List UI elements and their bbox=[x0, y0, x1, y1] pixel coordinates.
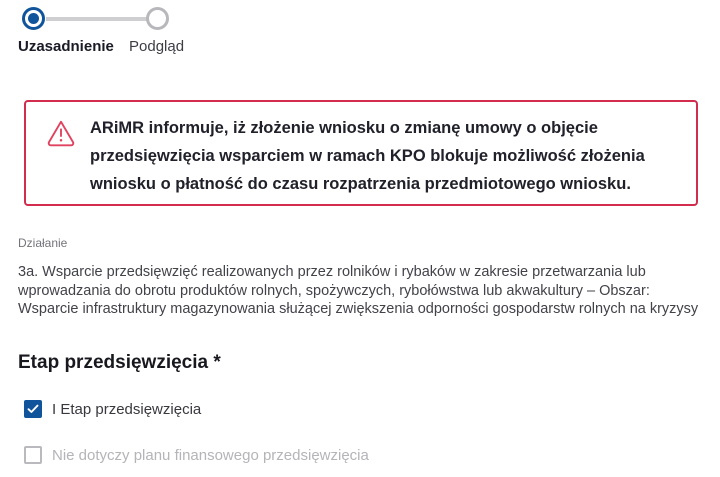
warning-alert bbox=[24, 100, 698, 206]
step-indicator-uzasadnienie[interactable] bbox=[22, 7, 45, 30]
warning-triangle-icon bbox=[46, 119, 76, 152]
checkbox-unchecked-disabled bbox=[24, 446, 42, 464]
warning-alert-text: ARiMR informuje, iż złożenie wniosku o zmianę umowy o objęcie przedsięwzięcia wsparciem w ramach KPO blokuje możliwość złożenia wniosku o płatność do czasu rozpatrzenia przedmiotowego wniosku. bbox=[90, 119, 645, 193]
etap-section-heading: Etap przedsięwzięcia * bbox=[18, 352, 221, 373]
active-step-dot-icon bbox=[28, 13, 39, 24]
checkbox-label-nie-dotyczy: Nie dotyczy planu finansowego przedsięwzięcia bbox=[52, 446, 369, 464]
stepper-connector-line bbox=[46, 17, 147, 21]
step-label-uzasadnienie[interactable]: Uzasadnienie bbox=[18, 38, 114, 55]
checkbox-label-i-etap: I Etap przedsięwzięcia bbox=[52, 400, 202, 418]
checkbox-checked[interactable] bbox=[24, 400, 42, 418]
step-indicator-podglad[interactable] bbox=[146, 7, 169, 30]
dzialanie-field-label: Działanie bbox=[18, 236, 68, 250]
wizard-stepper bbox=[0, 0, 320, 62]
checkbox-row-i-etap[interactable] bbox=[24, 400, 201, 418]
step-label-podglad[interactable]: Podgląd bbox=[129, 38, 185, 55]
check-icon bbox=[27, 404, 39, 414]
dzialanie-field-value: 3a. Wsparcie przedsięwzięć realizowanych przez rolników i rybaków w zakresie przetwarzania lub wprowadzania do obrotu produktów rolnych, spożywczych, rybołówstwa lub akwakultury – Obszar: Wsparcie infrastruktury magazynowania służącej zwiększenia odporności gospodarstw rolnych na kryzysy bbox=[18, 264, 699, 317]
checkbox-row-nie-dotyczy bbox=[24, 446, 369, 464]
